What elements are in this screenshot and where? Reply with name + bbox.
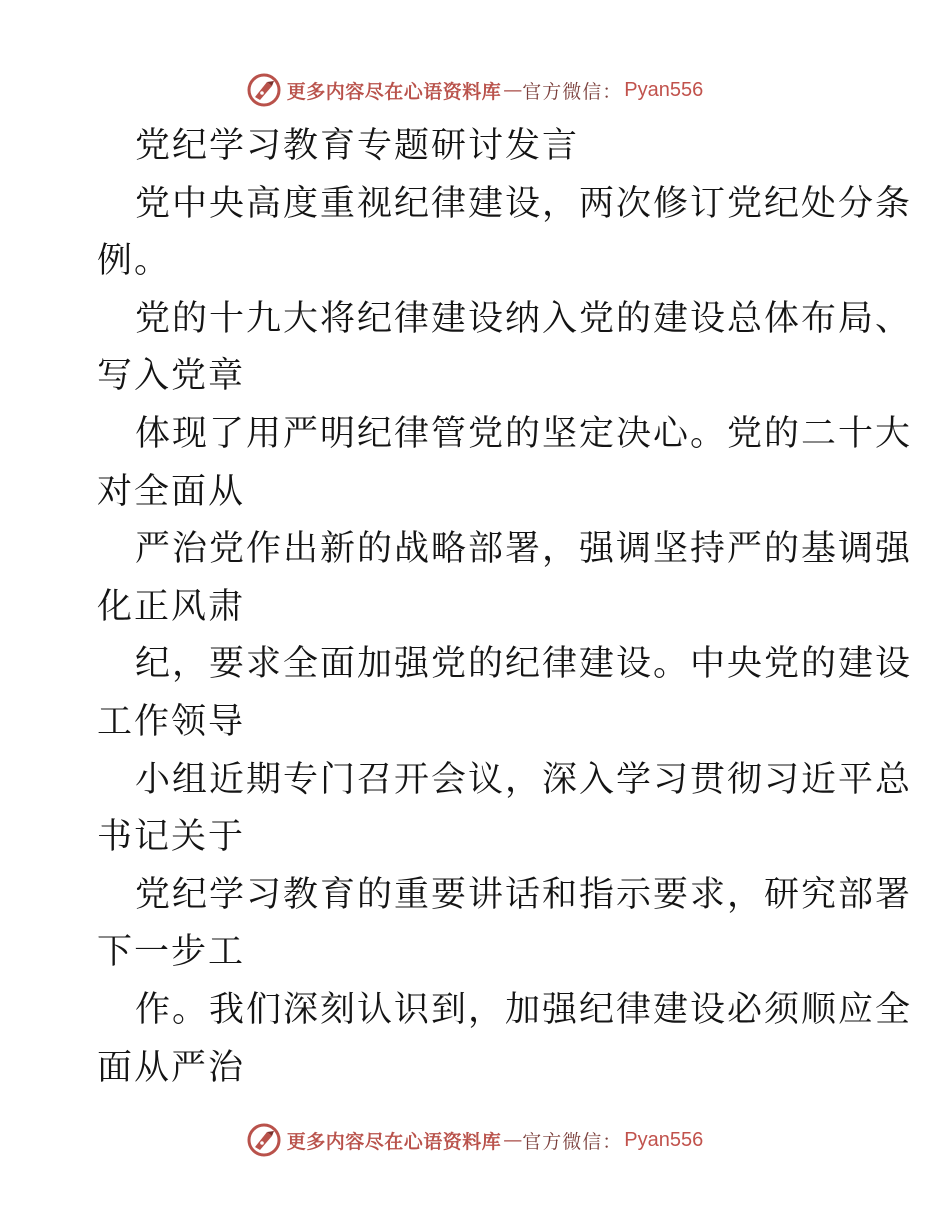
banner-wechat-id: Pyan556 [624,78,704,101]
banner-brand-text: 更多内容尽在心语资料库 [286,80,502,103]
pen-nib-logo-icon [247,1123,281,1157]
document-line: 小组近期专门召开会议，深入学习贯彻习近平总 [135,759,913,800]
document-line: 下一步工 [97,932,246,973]
banner-official-text: 官方微信： [522,1130,623,1153]
banner-brand-text: 更多内容尽在心语资料库 [286,1130,502,1153]
pen-nib-logo-icon [247,73,281,107]
document-line: 工作领导 [97,701,246,742]
document-line: 严治党作出新的战略部署，强调坚持严的基调强 [135,529,913,570]
document-line: 写入党章 [97,356,246,397]
document-line: 化正风肃 [97,586,246,627]
document-line: 党的十九大将纪律建设纳入党的建设总体布局、 [135,298,913,339]
header-banner [0,70,950,110]
banner-dash: — [503,1129,521,1151]
document-line: 体现了用严明纪律管党的坚定决心。党的二十大 [135,413,913,454]
banner-official-text: 官方微信： [522,80,623,103]
banner-wechat-id: Pyan556 [624,1128,704,1151]
document-line: 对全面从 [97,471,246,512]
document-line: 书记关于 [97,817,246,858]
document-line: 党纪学习教育的重要讲话和指示要求，研究部署 [135,874,913,915]
document-line: 党纪学习教育专题研讨发言 [135,126,580,166]
document-line: 例。 [97,241,172,282]
document-line: 党中央高度重视纪律建设，两次修订党纪处分条 [135,183,913,224]
document-line: 纪，要求全面加强党的纪律建设。中央党的建设 [135,644,913,685]
document-line: 作。我们深刻认识到，加强纪律建设必须顺应全 [135,989,913,1030]
banner-dash: — [503,79,521,101]
document-body [97,118,913,1097]
document-line: 面从严治 [97,1047,246,1088]
footer-banner [0,1120,950,1160]
